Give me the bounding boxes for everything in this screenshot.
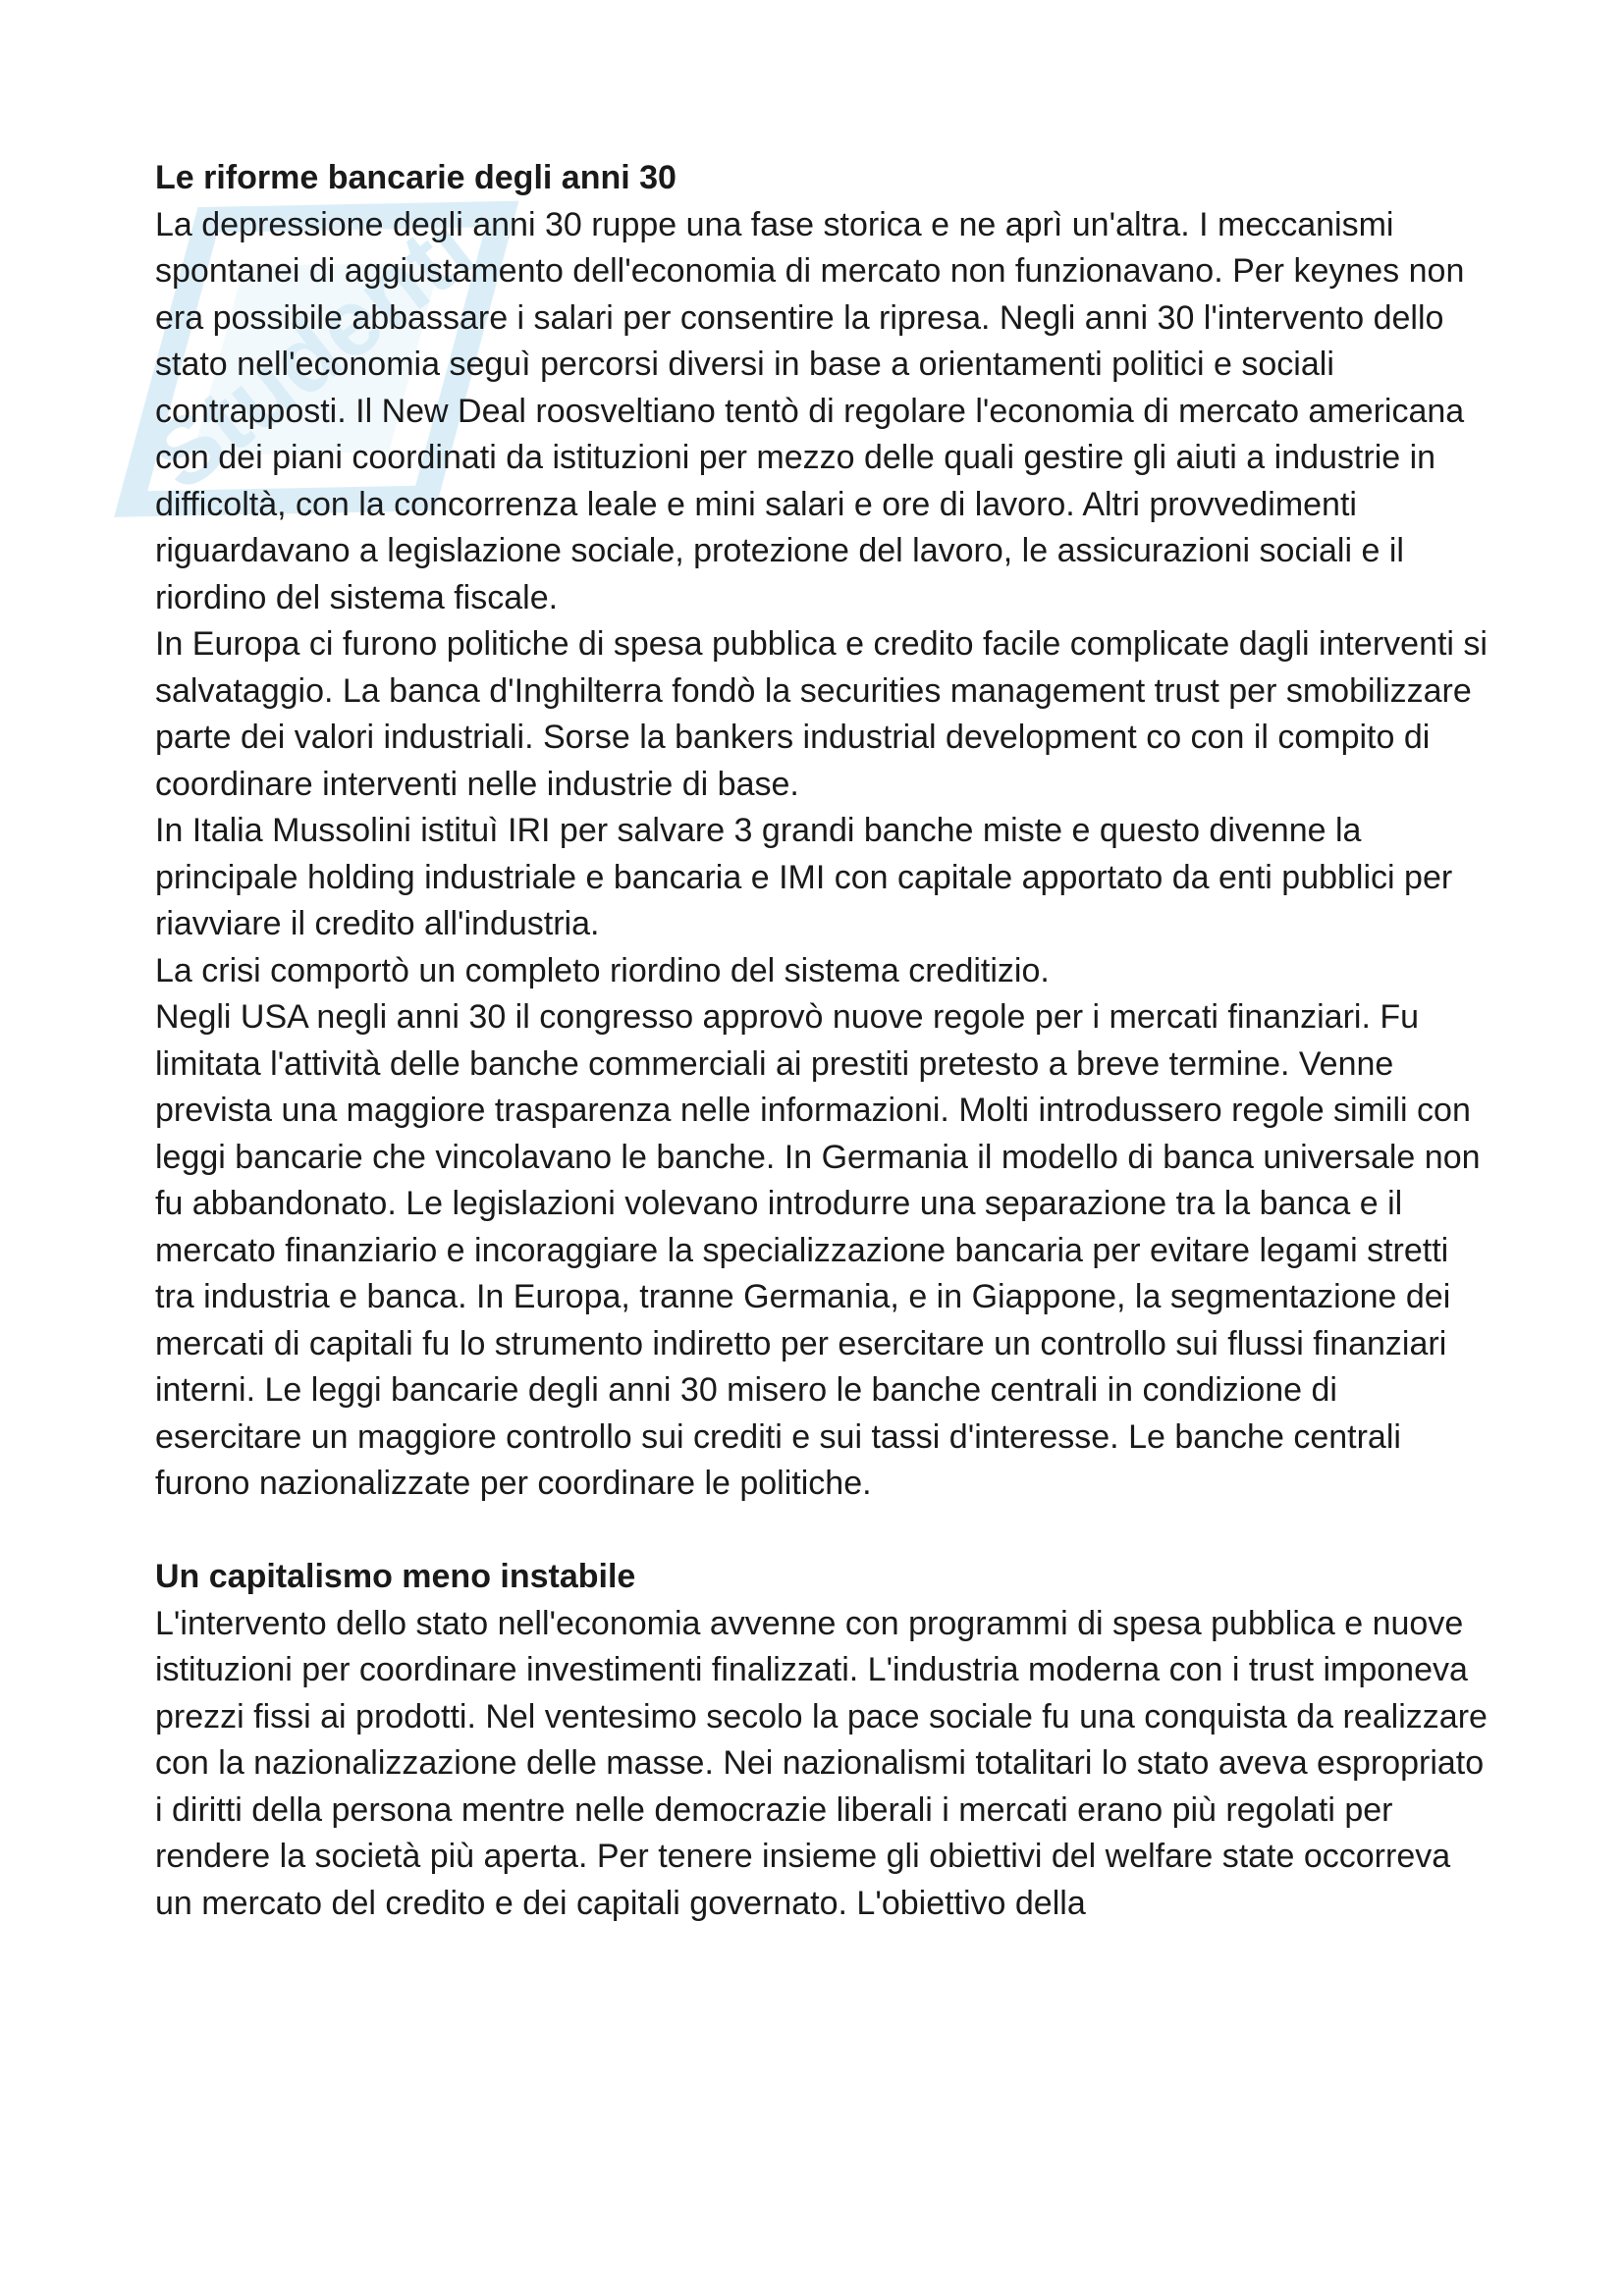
- section-divider-space: [155, 1508, 1490, 1555]
- paragraph: La depressione degli anni 30 ruppe una fase storica e ne aprì un'altra. I meccanismi spontanei di aggiustamento dell'economia di mercato non funzionavano. Per keynes non era possibile abbassare i salari per consentire la ripresa. Negli anni 30 l'intervento dello stato nell'economia seguì percorsi diversi in base a orientamenti politici e sociali contrapposti. Il New Deal roosveltiano tentò di regolare l'economia di mercato americana con dei piani coordinati da istituzioni per mezzo delle quali gestire gli aiuti a industrie in difficoltà, con la concorrenza leale e mini salari e ore di lavoro. Altri provvedimenti riguardavano a legislazione sociale, protezione del lavoro, le assicurazioni sociali e il riordino del sistema fiscale.: [155, 205, 1465, 616]
- paragraph: L'intervento dello stato nell'economia avvenne con programmi di spesa pubblica e nuove istituzioni per coordinare investimenti finalizzati. L'industria moderna con i trust imponeva prezzi fissi ai prodotti. Nel ventesimo secolo la pace sociale fu una conquista da realizzare con la nazionalizzazione delle masse. Nei nazionalismi totalitari lo stato aveva espropriato i diritti della persona mentre nelle democrazie liberali i mercati erano più regolati per rendere la società più aperta. Per tenere insieme gli obiettivi del welfare state occorreva un mercato del credito e dei capitali governato. L'obiettivo della: [155, 1604, 1488, 1922]
- section-heading: Un capitalismo meno instabile: [155, 1558, 636, 1595]
- paragraph: In Europa ci furono politiche di spesa pubblica e credito facile complicate dagli interventi si salvataggio. La banca d'Inghilterra fondò la securities management trust per smobilizzare parte dei valori industriali. Sorse la bankers industrial development co con il compito di coordinare interventi nelle industrie di base.: [155, 625, 1488, 803]
- watermark-logo-text: Studenti: [131, 195, 493, 511]
- paragraph: La crisi comportò un completo riordino del sistema creditizio.: [155, 951, 1050, 989]
- paragraph: In Italia Mussolini istituì IRI per salvare 3 grandi banche miste e questo divenne la principale holding industriale e bancaria e IMI con capitale apportato da enti pubblici per riavviare il credito all'industria.: [155, 812, 1453, 942]
- section-heading: Le riforme bancarie degli anni 30: [155, 159, 677, 196]
- section-less-unstable-capitalism: [155, 1554, 1490, 1927]
- paragraph: Negli USA negli anni 30 il congresso approvò nuove regole per i mercati finanziari. Fu limitata l'attività delle banche commerciali ai prestiti pretesto a breve termine. Venne prevista una maggiore trasparenza nelle informazioni. Molti introdussero regole simili con leggi bancarie che vincolavano le banche. In Germania il modello di banca universale non fu abbandonato. Le legislazioni volevano introdurre una separazione tra la banca e il mercato finanziario e incoraggiare la specializzazione bancaria per evitare legami stretti tra industria e banca. In Europa, tranne Germania, e in Giappone, la segmentazione dei mercati di capitali fu lo strumento indiretto per esercitare un controllo sui flussi finanziari interni. Le leggi bancarie degli anni 30 misero le banche centrali in condizione di esercitare un maggiore controllo sui crediti e sui tassi d'interesse. Le banche centrali furono nazionalizzate per coordinare le politiche.: [155, 998, 1481, 1502]
- section-banking-reforms: [155, 155, 1490, 1508]
- document-body: [155, 155, 1490, 1927]
